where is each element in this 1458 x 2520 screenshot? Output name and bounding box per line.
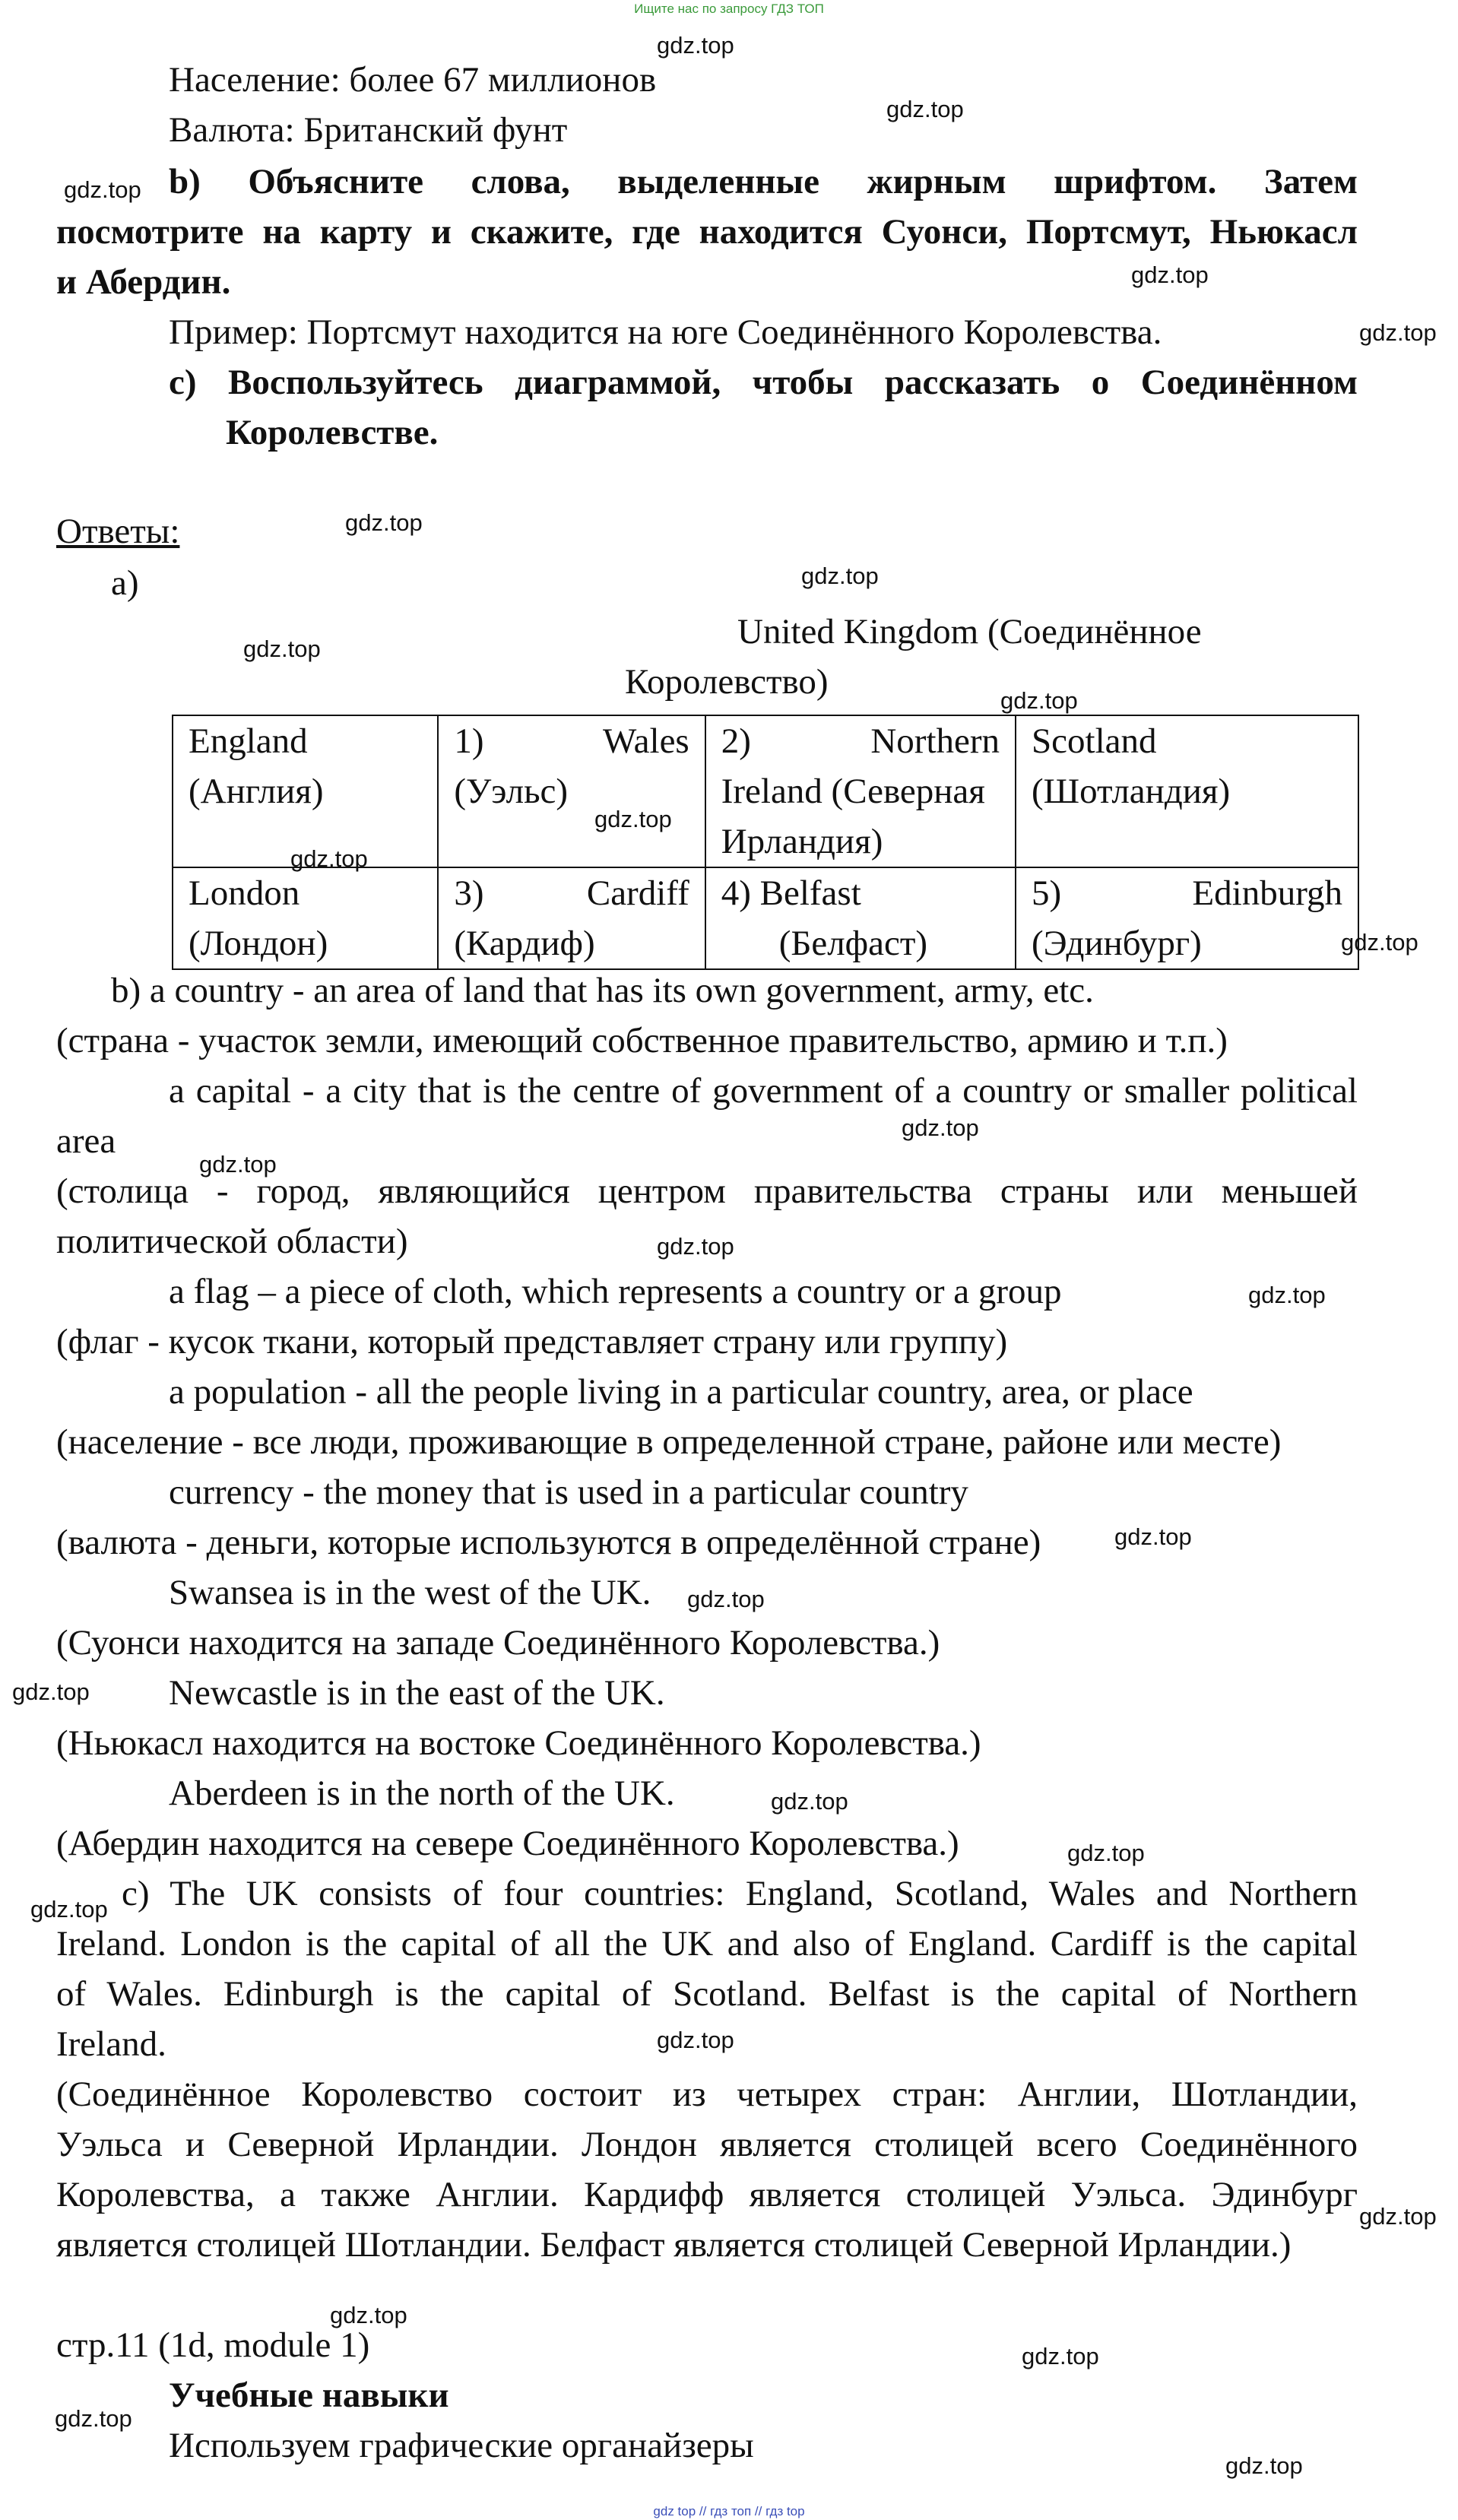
header-note: Ищите нас по запросу ГДЗ ТОП: [634, 2, 824, 16]
capital-definition-1: a capital - a city that is the centre of government of a country or smaller political: [169, 1071, 1358, 1111]
swansea-sentence: Swansea is in the west of the UK.: [169, 1573, 651, 1612]
watermark: gdz.top: [30, 1896, 108, 1922]
page-reference: стр.11 (1d, module 1): [56, 2325, 370, 2365]
newcastle-translation: (Ньюкасл находится на востоке Соединённого Королевства.): [56, 1723, 981, 1763]
cell-text: London: [189, 873, 300, 913]
watermark: gdz.top: [55, 2405, 132, 2432]
section-subheading: Используем графические органайзеры: [169, 2426, 754, 2465]
part-c-en-1: c) The UK consists of four countries: England, Scotland, Wales and Northern: [122, 1874, 1358, 1913]
cell-text: (Уэльс): [454, 772, 569, 811]
watermark: gdz.top: [801, 563, 879, 589]
cell-text: England: [189, 721, 308, 761]
task-c-line-2: Королевстве.: [226, 413, 439, 452]
cell-text: (Белфаст): [778, 924, 928, 963]
cell-text: (Шотландия): [1032, 772, 1231, 811]
table-row-capitals: [173, 867, 1358, 969]
watermark: gdz.top: [1359, 319, 1437, 346]
watermark: gdz.top: [12, 1678, 90, 1705]
aberdeen-translation: (Абердин находится на севере Соединённого Королевства.): [56, 1824, 959, 1863]
cell-text: (Лондон): [189, 924, 328, 963]
part-c-en-2: Ireland. London is the capital of all the UK and also of England. Cardiff is the capital: [56, 1924, 1358, 1964]
cell-london: [173, 867, 438, 969]
cell-edinburgh: [1016, 867, 1358, 969]
population-line: Население: более 67 миллионов: [169, 60, 657, 100]
uk-title-line-1: United Kingdom (Соединённое: [737, 612, 1202, 651]
task-c-line-1: c) Воспользуйтесь диаграммой, чтобы рассказать о Соединённом: [169, 363, 1358, 402]
cell-text-spread: 3) Cardiff: [454, 873, 689, 913]
part-c-en-4: Ireland.: [56, 2024, 166, 2064]
currency-definition: currency - the money that is used in a particular country: [169, 1472, 968, 1512]
cell-text: (Эдинбург): [1032, 924, 1202, 963]
watermark: gdz.top: [199, 1151, 277, 1178]
cell-northern-ireland: [705, 715, 1016, 867]
answers-label: Ответы:: [56, 512, 180, 551]
part-c-en-3: of Wales. Edinburgh is the capital of Scotland. Belfast is the capital of Northern: [56, 1974, 1358, 2014]
cell-text-spread: 1) Wales: [454, 721, 689, 761]
cell-text: (Англия): [189, 772, 324, 811]
section-heading: Учебные навыки: [169, 2376, 449, 2415]
watermark: gdz.top: [64, 176, 141, 203]
watermark: gdz.top: [290, 845, 368, 872]
cell-england: [173, 715, 438, 867]
country-definition: b) a country - an area of land that has its own government, army, etc.: [111, 971, 1094, 1010]
part-c-ru-4: является столицей Шотландии. Белфаст является столицей Северной Ирландии.): [56, 2225, 1292, 2265]
task-b-line-3: и Абердин.: [56, 262, 231, 302]
cell-text-spread: 5) Edinburgh: [1032, 873, 1342, 913]
watermark: gdz.top: [657, 2027, 734, 2053]
example-line: Пример: Портсмут находится на юге Соединённого Королевства.: [169, 312, 1162, 352]
watermark: gdz.top: [657, 1233, 734, 1260]
capital-definition-2: area: [56, 1121, 116, 1161]
uk-title-line-2: Королевство): [625, 662, 829, 702]
watermark: gdz.top: [687, 1586, 765, 1612]
watermark: gdz.top: [886, 96, 964, 122]
watermark: gdz.top: [1225, 2452, 1303, 2479]
table-row-countries: [173, 715, 1358, 867]
footer-note: gdz top // гдз топ // гдз top: [653, 2504, 805, 2518]
watermark: gdz.top: [1131, 262, 1209, 288]
watermark: gdz.top: [1067, 1840, 1145, 1866]
cell-text: 4) Belfast: [721, 873, 861, 913]
uk-countries-table: [172, 715, 1359, 970]
flag-translation: (флаг - кусок ткани, который представляет страну или группу): [56, 1322, 1008, 1361]
watermark: gdz.top: [1114, 1523, 1192, 1550]
cell-text: Scotland: [1032, 721, 1157, 761]
task-b-line-2: посмотрите на карту и скажите, где находится Суонси, Портсмут, Ньюкасл: [56, 212, 1358, 252]
watermark: gdz.top: [243, 636, 321, 662]
capital-translation-2: политической области): [56, 1222, 408, 1261]
population-translation: (население - все люди, проживающие в определенной стране, районе или месте): [56, 1422, 1282, 1462]
cell-text: Ирландия): [721, 822, 883, 861]
currency-translation: (валюта - деньги, которые используются в определённой стране): [56, 1523, 1041, 1562]
aberdeen-sentence: Aberdeen is in the north of the UK.: [169, 1774, 675, 1813]
watermark: gdz.top: [1000, 687, 1078, 714]
watermark: gdz.top: [1248, 1282, 1326, 1308]
task-b-line-1: b) Объясните слова, выделенные жирным шрифтом. Затем: [169, 162, 1358, 201]
capital-translation-1: (столица - город, являющийся центром правительства страны или меньшей: [56, 1171, 1358, 1211]
watermark: gdz.top: [1341, 929, 1418, 956]
flag-definition: a flag – a piece of cloth, which represents a country or a group: [169, 1272, 1062, 1311]
cell-wales: [438, 715, 705, 867]
watermark: gdz.top: [330, 2302, 407, 2328]
watermark: gdz.top: [902, 1114, 979, 1141]
cell-text: (Кардиф): [454, 924, 595, 963]
watermark: gdz.top: [771, 1788, 848, 1815]
swansea-translation: (Суонси находится на западе Соединённого Королевства.): [56, 1623, 940, 1663]
watermark: gdz.top: [1022, 2343, 1099, 2369]
population-definition: a population - all the people living in a particular country, area, or place: [169, 1372, 1193, 1412]
cell-belfast: [705, 867, 1016, 969]
newcastle-sentence: Newcastle is in the east of the UK.: [169, 1673, 665, 1713]
cell-cardiff: [438, 867, 705, 969]
watermark: gdz.top: [1359, 2203, 1437, 2230]
part-c-ru-2: Уэльса и Северной Ирландии. Лондон является столицей всего Соединённого: [56, 2125, 1358, 2164]
part-c-ru-1: (Соединённое Королевство состоит из четырех стран: Англии, Шотландии,: [56, 2075, 1358, 2114]
watermark: gdz.top: [657, 32, 734, 59]
cell-text-spread: 2) Northern: [721, 721, 1000, 761]
currency-line: Валюта: Британский фунт: [169, 110, 568, 150]
watermark: gdz.top: [594, 806, 672, 832]
cell-text: Ireland (Северная: [721, 772, 985, 811]
watermark: gdz.top: [345, 509, 423, 536]
country-translation: (страна - участок земли, имеющий собственное правительство, армию и т.п.): [56, 1021, 1228, 1060]
cell-scotland: [1016, 715, 1358, 867]
part-a-label: a): [111, 563, 139, 603]
part-c-ru-3: Королевства, а также Англии. Кардифф является столицей Уэльса. Эдинбург: [56, 2175, 1358, 2214]
